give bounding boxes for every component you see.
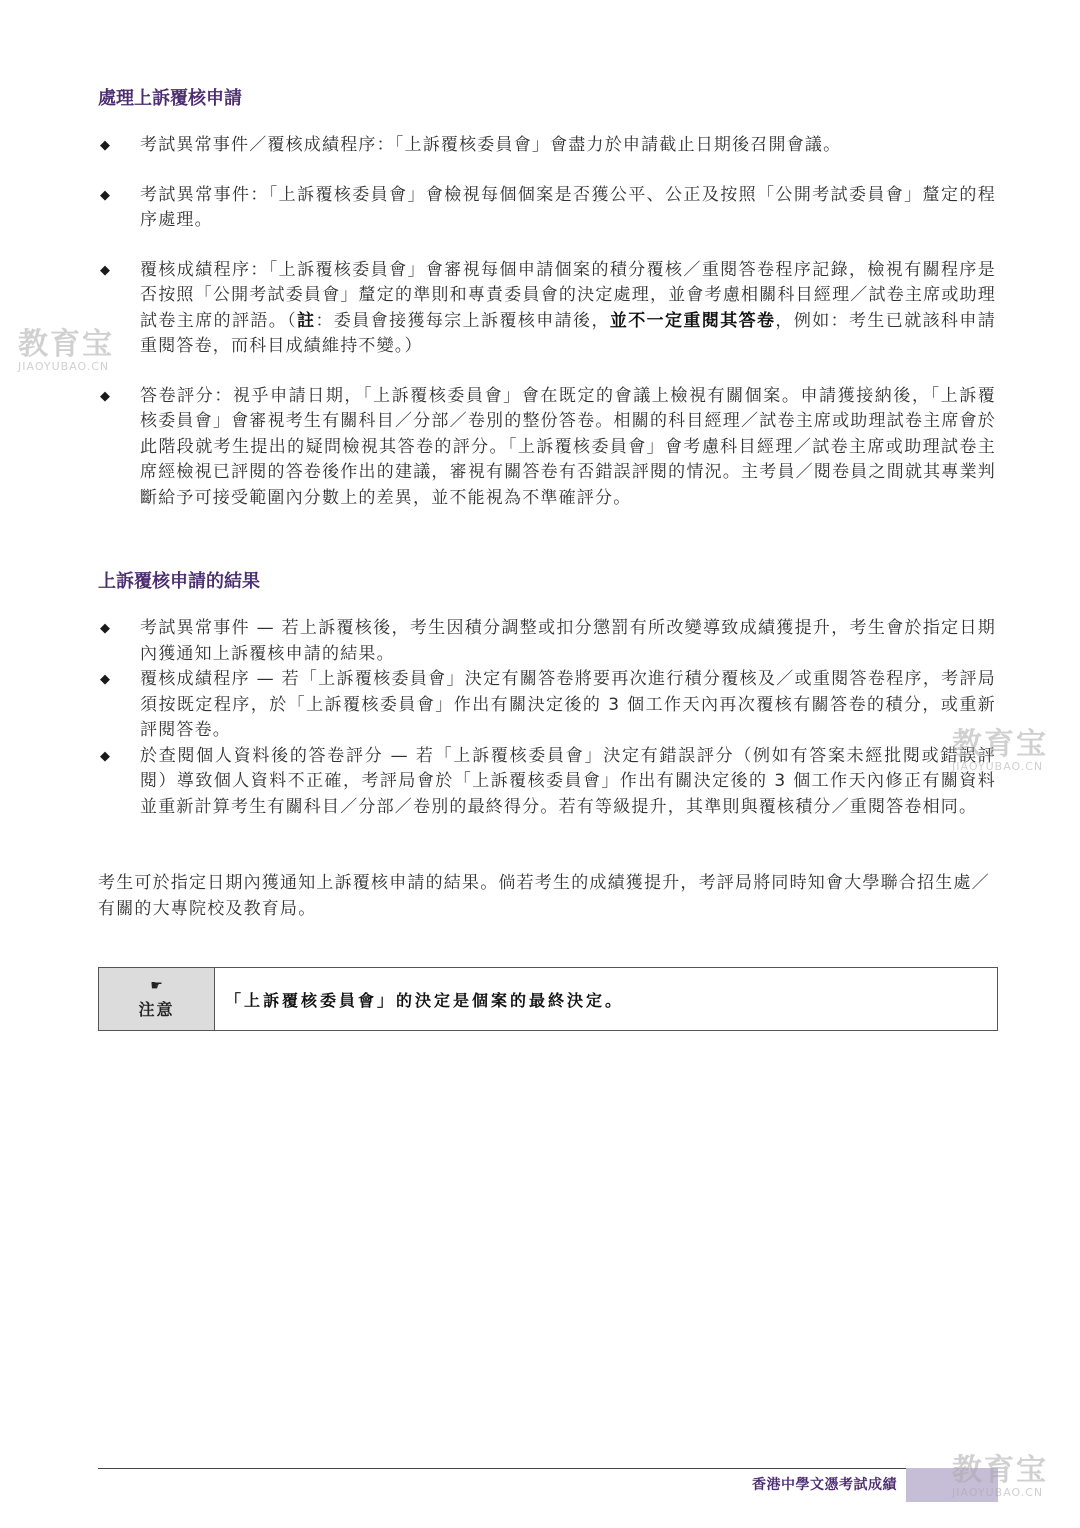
diamond-bullet-icon: ◆ bbox=[100, 621, 112, 636]
watermark: 教育宝 JIAOYUBAO.CN bbox=[18, 327, 114, 373]
note-text: 「上訴覆核委員會」的決定是個案的最終決定。 bbox=[225, 990, 625, 1010]
pointing-hand-icon: ☛ bbox=[150, 977, 163, 994]
diamond-bullet-icon: ◆ bbox=[100, 187, 112, 203]
watermark: 教育宝 JIAOYUBAO.CN bbox=[952, 1453, 1048, 1499]
note-label-inline: 註 bbox=[297, 310, 316, 331]
list-item bbox=[98, 744, 996, 821]
diamond-bullet-icon: ◆ bbox=[100, 672, 112, 687]
note-label-cell bbox=[99, 968, 215, 1030]
section-heading-appeal-results: 上訴覆核申請的結果 bbox=[98, 571, 260, 592]
emphasis-text: 並不一定重閱其答卷 bbox=[609, 310, 776, 331]
list-item-text: 覆核成績程序 — 若「上訴覆核委員會」決定有關答卷將要再次進行積分覆核及／或重閱答卷程序，考評局須按既定程序，於「上訴覆核委員會」作出有關決定後的 3 個工作天內再次覆核有關答卷的積分，或重新評閱答卷。 bbox=[140, 669, 996, 740]
appeal-handling-list bbox=[98, 133, 996, 535]
list-item-text: 考試異常事件：「上訴覆核委員會」會檢視每個個案是否獲公平、公正及按照「公開考試委員會」釐定的程序處理。 bbox=[140, 184, 996, 230]
list-item-text: 覆核成績程序：「上訴覆核委員會」會審視每個申請個案的積分覆核／重閱答卷程序記錄，檢視有關程序是否按照「公開考試委員會」釐定的準則和專責委員會的決定處理，並會考慮相關科目經理／試卷主席或助理試卷主席的評語。（ bbox=[140, 259, 996, 331]
list-item-text: ：委員會接獲每宗上訴覆核申請後， bbox=[315, 310, 610, 331]
watermark: 教育宝 JIAOYUBAO.CN bbox=[952, 727, 1048, 773]
diamond-bullet-icon: ◆ bbox=[100, 388, 112, 404]
list-item-text: 考試異常事件／覆核成績程序：「上訴覆核委員會」會盡力於申請截止日期後召開會議。 bbox=[140, 135, 842, 155]
note-label: 注意 bbox=[138, 999, 175, 1019]
list-item bbox=[98, 616, 996, 667]
list-item bbox=[98, 667, 996, 744]
footer-divider bbox=[98, 1468, 998, 1469]
list-item bbox=[98, 384, 996, 512]
diamond-bullet-icon: ◆ bbox=[100, 748, 112, 764]
list-item-text: 答卷評分：視乎申請日期，「上訴覆核委員會」會在既定的會議上檢視有關個案。申請獲接納後，「上訴覆核委員會」會審視考生有關科目／分部／卷別的整份答卷。相關的科目經理／試卷主席或助理試卷主席會於此階段就考生提出的疑問檢視其答卷的評分。「上訴覆核委員會」會考慮科目經理／試卷主席或助理試卷主席經檢視已評閱的答卷後作出的建議，審視有關答卷有否錯誤評閱的情況。主考員／閱卷員之間就其專業判斷給予可接受範圍內分數上的差異，並不能視為不準確評分。 bbox=[140, 385, 996, 508]
footer-title: 香港中學文憑考試成績 bbox=[752, 1477, 897, 1493]
list-item bbox=[98, 133, 996, 159]
note-box bbox=[98, 967, 998, 1031]
section-heading-handling-appeals: 處理上訴覆核申請 bbox=[98, 88, 242, 109]
list-item-text: 考試異常事件 — 若上訴覆核後，考生因積分調整或扣分懲罰有所改變導致成績獲提升，考生會於指定日期內獲通知上訴覆核申請的結果。 bbox=[140, 618, 996, 664]
list-item-text: 於查閱個人資料後的答卷評分 — 若「上訴覆核委員會」決定有錯誤評分（例如有答案未經批閱或錯誤評閱）導致個人資料不正確，考評局會於「上訴覆核委員會」作出有關決定後的 3 個工作天內修正有關資料並重新計算考生有關科目／分部／卷別的最終得分。若有等級提升，其準則與覆核積分／重閱答卷相同。 bbox=[140, 745, 996, 817]
list-item-text: ，例如：考生已就該科申請重閱答卷，而科目成績維持不變。） bbox=[140, 310, 996, 356]
results-notification-paragraph: 考生可於指定日期內獲通知上訴覆核申請的結果。倘若考生的成績獲提升，考評局將同時知會大學聯合招生處／有關的大專院校及教育局。 bbox=[98, 873, 990, 919]
diamond-bullet-icon: ◆ bbox=[100, 138, 112, 153]
diamond-bullet-icon: ◆ bbox=[100, 262, 112, 278]
list-item bbox=[98, 258, 996, 360]
list-item bbox=[98, 183, 996, 234]
appeal-results-list bbox=[98, 616, 996, 820]
